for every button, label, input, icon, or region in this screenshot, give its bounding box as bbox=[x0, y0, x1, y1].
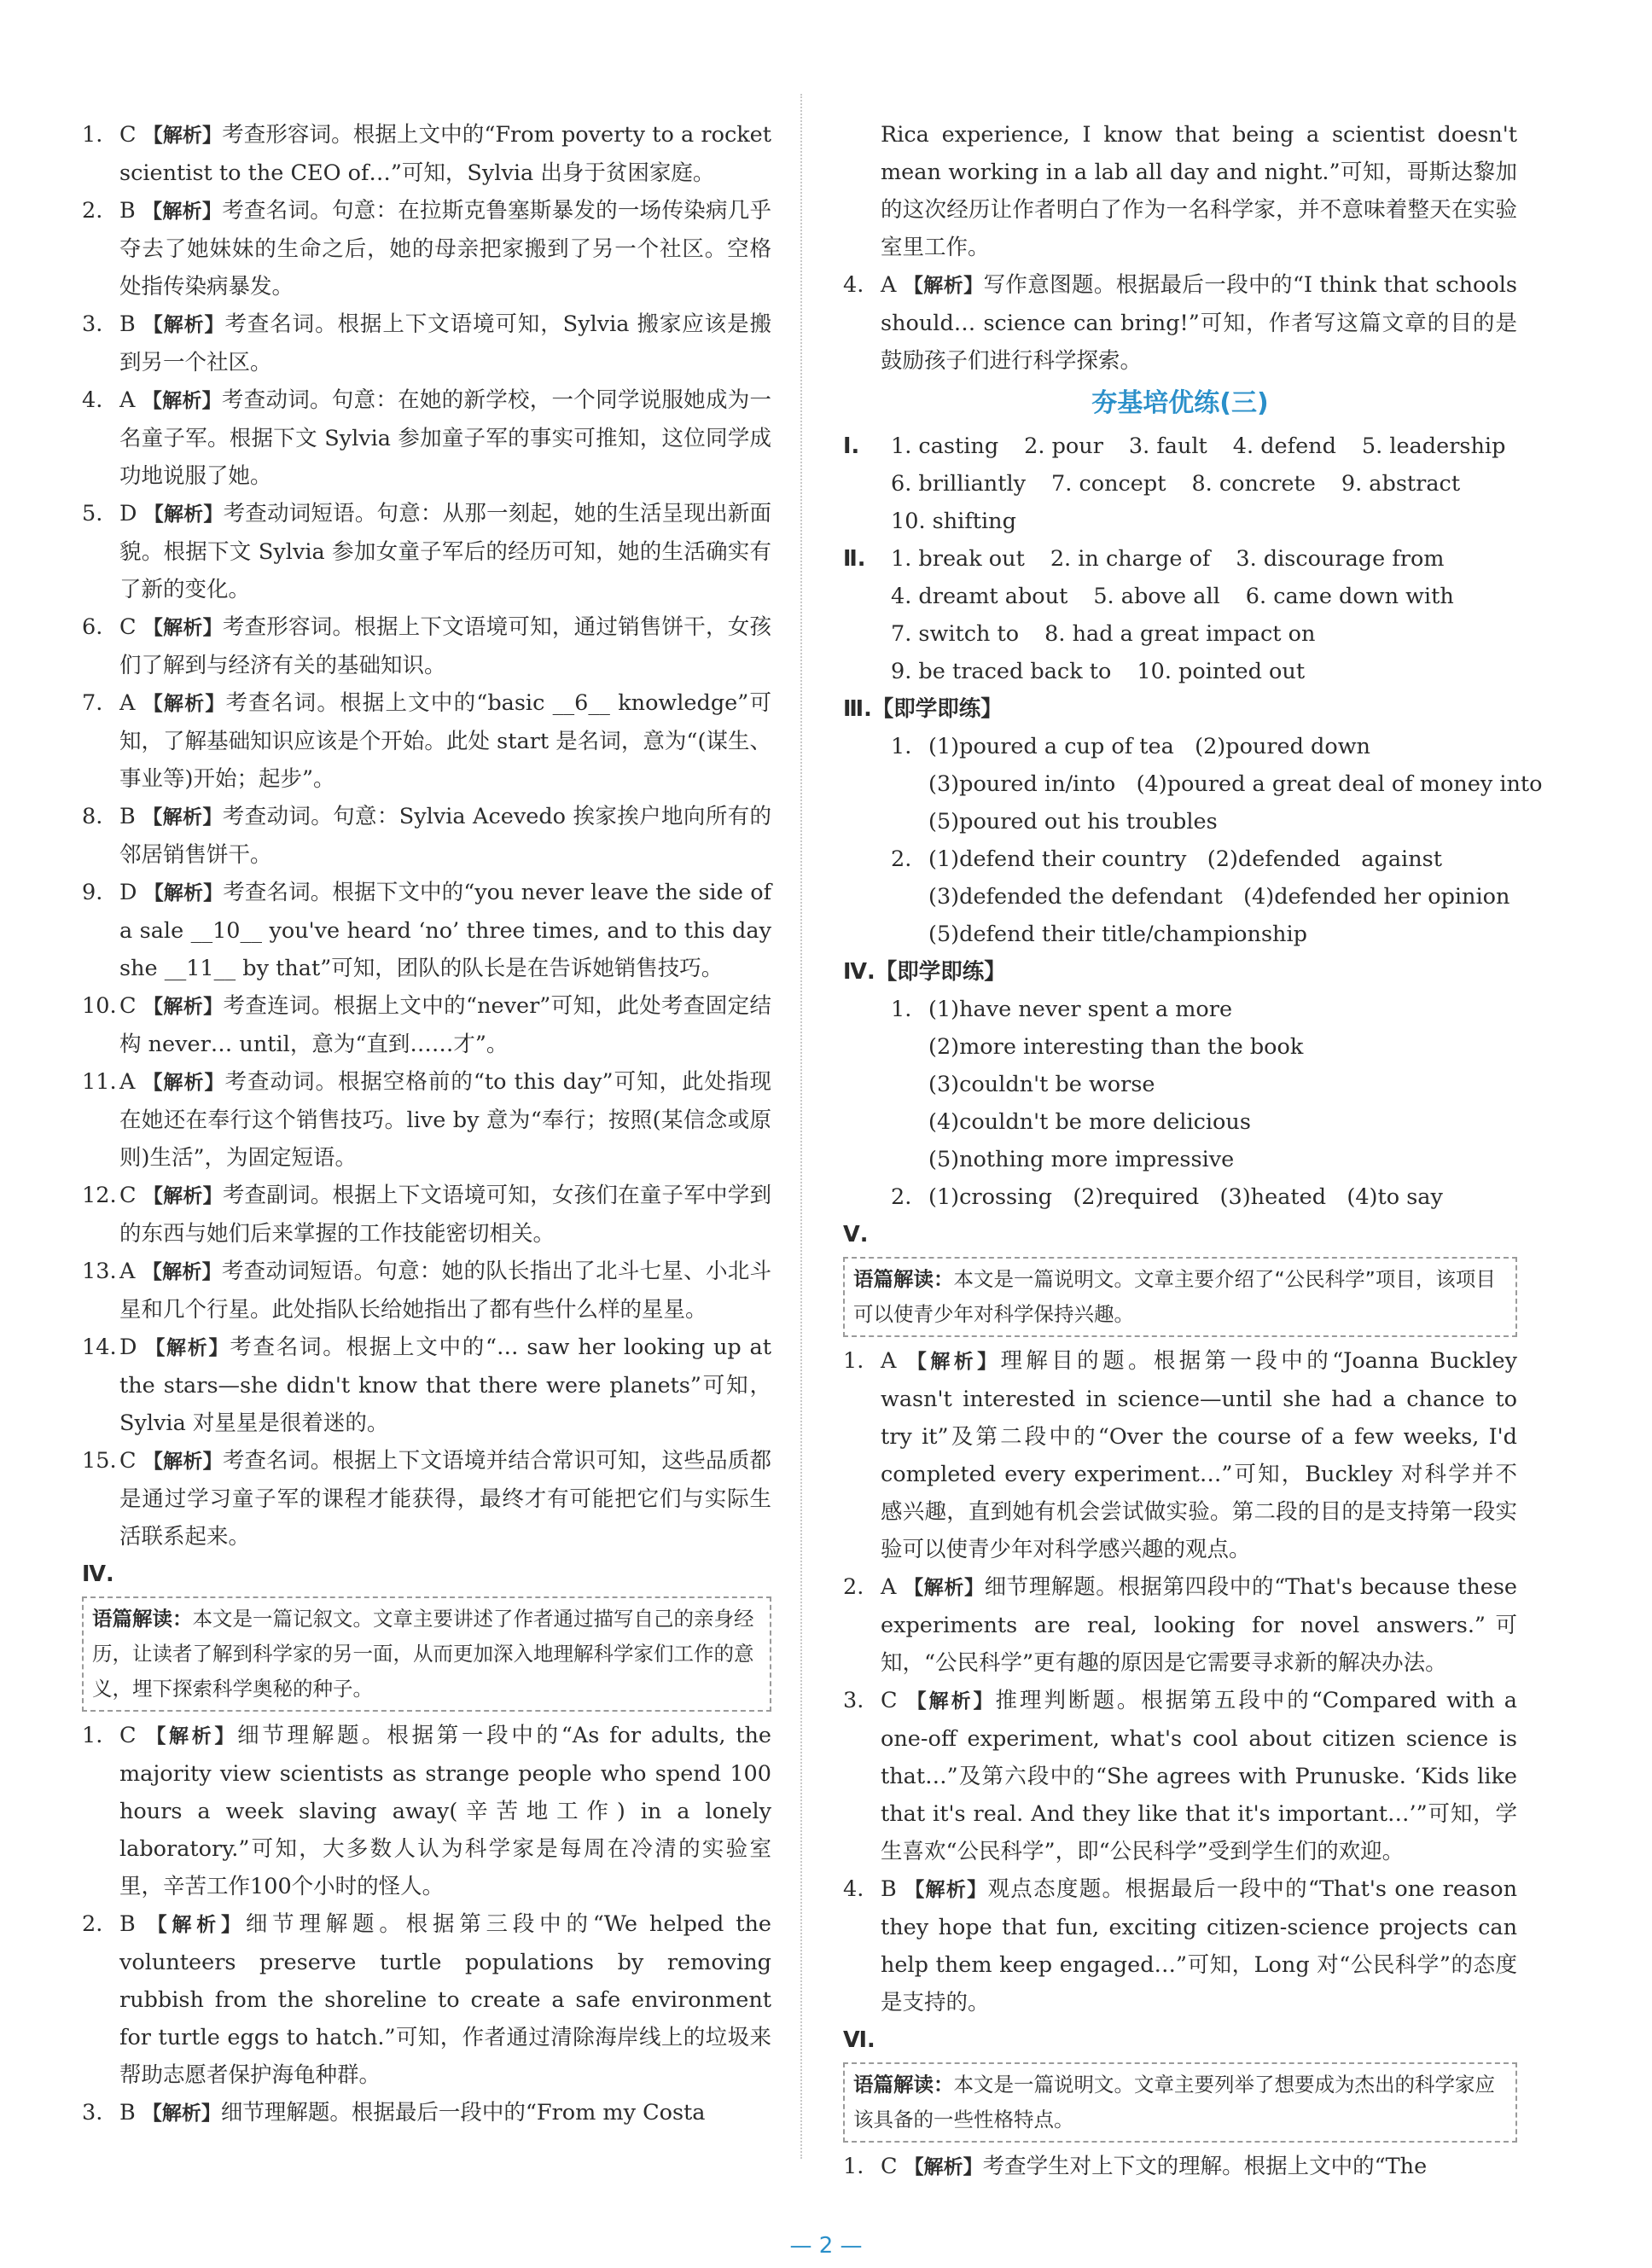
vocab-answer: 5. above all bbox=[1093, 584, 1220, 609]
vocab-answer: 10. shifting bbox=[891, 509, 1016, 534]
answer-letter: C bbox=[119, 993, 137, 1019]
item-number bbox=[82, 381, 118, 419]
question-number: 3. bbox=[82, 2100, 103, 2126]
practice-group bbox=[891, 728, 1543, 840]
question-number: 14. bbox=[82, 1335, 117, 1360]
answer-item bbox=[843, 1682, 1517, 1870]
answer-item bbox=[82, 381, 771, 495]
answer-letter: D bbox=[119, 501, 137, 526]
answer-row bbox=[891, 578, 1517, 615]
section-title: 夯基培优练(三) bbox=[1091, 388, 1269, 418]
answer-letter: D bbox=[119, 1335, 137, 1360]
analysis-label: 【解析】 bbox=[145, 1337, 230, 1359]
item-number bbox=[82, 684, 118, 722]
answer-item bbox=[82, 495, 771, 608]
item-number bbox=[82, 987, 118, 1025]
analysis-text: 细节理解题。根据第四段中的“That's because these experiments are real, looking for novel answers.”可知，“公民科学”更有趣的原因是它需要寻求新的解决办法。 bbox=[881, 1574, 1518, 1676]
answer-letter: D bbox=[119, 880, 137, 905]
analysis-label: 【解析】 bbox=[143, 617, 223, 639]
section-iv-heading: Ⅳ. bbox=[82, 1561, 114, 1587]
passage-summary-vi bbox=[843, 2062, 1517, 2143]
analysis-label: 【解析】 bbox=[905, 1879, 988, 1901]
answer-list-v bbox=[843, 1342, 1517, 2021]
question-number: 2. bbox=[82, 198, 103, 224]
question-number: 2. bbox=[843, 1574, 864, 1600]
question-number: 15. bbox=[82, 1448, 117, 1474]
answer-row bbox=[891, 465, 1517, 503]
question-number: 12. bbox=[82, 1183, 117, 1208]
vocab-answer: 4. dreamt about bbox=[891, 584, 1068, 609]
item-number bbox=[82, 192, 118, 230]
section-v-heading: Ⅴ. bbox=[843, 1222, 869, 1247]
answer-row bbox=[891, 427, 1517, 465]
answer-letter: A bbox=[881, 1348, 897, 1374]
item-number bbox=[82, 2094, 118, 2131]
answer-letter: C bbox=[119, 122, 137, 148]
analysis-text: 考查名词。根据上文中的“basic __6__ knowledge”可知，了解基础知识应该是个开始。此处 start 是名词，意为“(谋生、事业等)开始；起步”。 bbox=[119, 690, 771, 792]
answer-item bbox=[843, 1870, 1517, 2021]
analysis-text: 考查动词。句意：Sylvia Acevedo 挨家挨户地向所有的邻居销售饼干。 bbox=[119, 804, 772, 868]
analysis-label: 【解析】 bbox=[143, 996, 224, 1018]
analysis-label: 【解析】 bbox=[142, 2102, 221, 2125]
analysis-text: 细节理解题。根据第三段中的“We helped the volunteers preserve turtle populations by removing rubbish from the shoreline to create a safe environment for turtle eggs to hatch.”可知，作者通过清除海岸线上的垃圾来帮助志愿者保护海龟种群。 bbox=[119, 1911, 771, 2088]
answer-item bbox=[843, 1568, 1517, 1682]
answer-row bbox=[891, 540, 1517, 578]
vocab-answer: 1. break out bbox=[891, 546, 1025, 572]
section-i bbox=[843, 427, 1517, 540]
practice-line: (1)poured a cup of tea (2)poured down bbox=[928, 734, 1370, 759]
section-i-answers bbox=[891, 427, 1517, 540]
section-ii-answers bbox=[891, 540, 1517, 690]
analysis-label: 【解析】 bbox=[142, 390, 222, 412]
question-number: 3. bbox=[82, 311, 103, 337]
answer-list-iv bbox=[82, 1717, 771, 2132]
answer-item bbox=[843, 1342, 1517, 1568]
vocab-answer: 2. in charge of bbox=[1050, 546, 1211, 572]
item-number bbox=[82, 1717, 118, 1754]
answer-item bbox=[82, 1177, 771, 1253]
practice-line: (4)couldn't be more delicious bbox=[928, 1109, 1251, 1135]
summary-label: 语篇解读： bbox=[853, 2073, 954, 2096]
answer-letter: C bbox=[881, 2154, 898, 2179]
analysis-label: 【解析】 bbox=[904, 1577, 985, 1599]
passage-summary-v bbox=[843, 1257, 1517, 1337]
section-iv-practice-answers bbox=[843, 991, 1517, 1216]
answer-row bbox=[891, 503, 1517, 540]
analysis-text: 考查名词。根据上文中的“… saw her looking up at the stars—she didn't know that there were planets”可知，Sylvia 对星星是很着迷的。 bbox=[119, 1335, 772, 1436]
answer-letter: C bbox=[119, 1723, 137, 1748]
analysis-label: 【解析】 bbox=[143, 503, 224, 526]
answer-item bbox=[82, 874, 771, 987]
item-number bbox=[82, 1442, 118, 1480]
question-number: 1. bbox=[843, 2154, 864, 2179]
question-number: 10. bbox=[82, 993, 117, 1019]
item-number bbox=[82, 1253, 118, 1290]
vocab-answer: 5. leadership bbox=[1361, 433, 1506, 459]
analysis-text: 考查连词。根据上文中的“never”可知，此处考查固定结构 never… until，意为“直到……才”。 bbox=[119, 993, 772, 1057]
question-number: 4. bbox=[82, 387, 103, 413]
answer-item bbox=[843, 2148, 1517, 2186]
item-number bbox=[82, 1063, 118, 1101]
analysis-text: 理解目的题。根据第一段中的“Joanna Buckley wasn't interested in science—until she had a chance to try it”及第二段中的“Over the course of a few weeks, I'd completed every experiment…”可知，Buckley 对科学并不感兴趣，直到她有机会尝试做实验。第二段的目的是支持第一段实验可以使青少年对科学感兴趣的观点。 bbox=[881, 1348, 1517, 1562]
group-number: 2. bbox=[891, 846, 912, 872]
question-number: 4. bbox=[843, 1876, 864, 1902]
right-column bbox=[843, 116, 1543, 2186]
question-number: 7. bbox=[82, 690, 103, 716]
item-number bbox=[843, 1870, 879, 1908]
analysis-text: 考查名词。根据上下文语境并结合常识可知，这些品质都是通过学习童子军的课程才能获得，最终才有可能把它们与实际生活联系起来。 bbox=[119, 1448, 771, 1550]
vocab-answer: 3. fault bbox=[1128, 433, 1207, 459]
answer-item-iv-4 bbox=[843, 266, 1517, 380]
answer-letter: B bbox=[119, 311, 136, 337]
practice-group bbox=[891, 840, 1517, 953]
answer-item bbox=[843, 266, 1517, 380]
analysis-text: 考查动词。根据空格前的“to this day”可知，此处指现在她还在奉行这个销售技巧。live by 意为“奉行；按照(某信念或原则)生活”，为固定短语。 bbox=[119, 1069, 772, 1171]
vocab-answer: 9. be traced back to bbox=[891, 659, 1112, 684]
analysis-text: 考查动词短语。句意：从那一刻起，她的生活呈现出新面貌。根据下文 Sylvia 参加女童子军后的经历可知，她的生活确实有了新的变化。 bbox=[119, 501, 771, 602]
summary-text: 本文是一篇说明文。文章主要介绍了“公民科学”项目，该项目可以使青少年对科学保持兴趣。 bbox=[853, 1267, 1496, 1326]
answer-letter: C bbox=[119, 614, 137, 640]
analysis-label: 【解析】 bbox=[143, 693, 226, 715]
section-iv-practice-heading: Ⅳ.【即学即练】 bbox=[843, 959, 1006, 985]
summary-text: 本文是一篇说明文。文章主要列举了想要成为杰出的科学家应该具备的一些性格特点。 bbox=[853, 2073, 1495, 2131]
practice-line: (5)poured out his troubles bbox=[928, 809, 1218, 835]
answer-row bbox=[891, 615, 1517, 653]
vocab-answer: 2. pour bbox=[1024, 433, 1103, 459]
answer-letter: C bbox=[119, 1448, 137, 1474]
analysis-text: 考查名词。句意：在拉斯克鲁塞斯暴发的一场传染病几乎夺去了她妹妹的生命之后，她的母亲把家搬到了另一个社区。空格处指传染病暴发。 bbox=[119, 198, 771, 299]
answer-item bbox=[82, 1717, 771, 1905]
vocab-answer: 4. defend bbox=[1232, 433, 1336, 459]
analysis-label: 【解析】 bbox=[143, 201, 223, 223]
vocab-answer: 8. concrete bbox=[1191, 471, 1316, 497]
section-iii-heading: Ⅲ.【即学即练】 bbox=[843, 696, 1003, 722]
practice-line: (5)defend their title/championship bbox=[928, 922, 1307, 947]
vocab-answer: 9. abstract bbox=[1341, 471, 1461, 497]
analysis-text: 考查形容词。根据上下文语境可知，通过销售饼干，女孩们了解到与经济有关的基础知识。 bbox=[119, 614, 771, 678]
section-vi-heading: Ⅵ. bbox=[843, 2027, 875, 2053]
answer-item bbox=[82, 2094, 771, 2132]
summary-label: 语篇解读： bbox=[92, 1607, 193, 1631]
analysis-text: 考查名词。根据下文中的“you never leave the side of a sale __10__ you've heard ‘no’ three times, and to this day she __11__ by that”可知，团队的队长是在告诉她销售技巧。 bbox=[119, 880, 772, 981]
answer-item bbox=[82, 305, 771, 381]
group-number: 1. bbox=[891, 997, 912, 1022]
page-number: — 2 — bbox=[789, 2233, 863, 2259]
left-column bbox=[82, 116, 771, 2132]
analysis-text: 观点态度题。根据最后一段中的“That's one reason they hope that fun, exciting citizen-science projects can help them keep engaged…”可知，Long 对“公民科学”的态度是支持的。 bbox=[881, 1876, 1518, 2015]
practice-line: (1)defend their country (2)defended against bbox=[928, 846, 1442, 872]
question-number: 3. bbox=[843, 1688, 864, 1713]
passage-summary-iv bbox=[82, 1596, 771, 1712]
answer-letter: B bbox=[119, 804, 136, 829]
item-number bbox=[843, 2148, 879, 2185]
analysis-text: 推理判断题。根据第五段中的“Compared with a one-off experiment, what's cool about citizen science is that…”及第六段中的“She agrees with Prunuske. ‘Kids like that it's real. And they like that it's important…’”可知，学生喜欢“公民科学”，即“公民科学”受到学生们的欢迎。 bbox=[881, 1688, 1518, 1864]
analysis-text: 考查副词。根据上下文语境可知，女孩们在童子军中学到的东西与她们后来掌握的工作技能密切相关。 bbox=[119, 1183, 771, 1247]
practice-line: (1)have never spent a more bbox=[928, 997, 1233, 1022]
analysis-label: 【解析】 bbox=[143, 314, 225, 336]
question-number: 13. bbox=[82, 1259, 117, 1284]
question-number: 2. bbox=[82, 1911, 103, 1937]
section-i-heading: Ⅰ. bbox=[843, 433, 860, 459]
item-number bbox=[843, 266, 879, 304]
practice-line: (2)more interesting than the book bbox=[928, 1034, 1304, 1060]
analysis-label: 【解析】 bbox=[143, 125, 223, 147]
question-number: 8. bbox=[82, 804, 103, 829]
answer-item bbox=[82, 116, 771, 192]
answer-item bbox=[82, 1063, 771, 1177]
column-divider bbox=[800, 94, 802, 2159]
vocab-answer: 7. concept bbox=[1051, 471, 1166, 497]
summary-label: 语篇解读： bbox=[853, 1267, 954, 1291]
answer-letter: A bbox=[119, 690, 136, 716]
analysis-label: 【解析】 bbox=[904, 2156, 983, 2178]
analysis-text: 细节理解题。根据最后一段中的“From my Costa bbox=[220, 2100, 706, 2126]
answer-item bbox=[82, 798, 771, 874]
analysis-text: 写作意图题。根据最后一段中的“I think that schools should… science can bring!”可知，作者写这篇文章的目的是鼓励孩子们进行科学探索。 bbox=[881, 272, 1517, 374]
question-number: 11. bbox=[82, 1069, 117, 1095]
vocab-answer: 10. pointed out bbox=[1137, 659, 1306, 684]
practice-group bbox=[891, 1178, 1517, 1216]
practice-line: (1)crossing (2)required (3)heated (4)to say bbox=[928, 1184, 1443, 1210]
practice-line: (3)couldn't be worse bbox=[928, 1072, 1155, 1097]
question-number: 9. bbox=[82, 880, 103, 905]
answer-item bbox=[82, 608, 771, 684]
item-number bbox=[82, 608, 118, 646]
item-number bbox=[82, 1329, 118, 1366]
answer-letter: B bbox=[119, 2100, 136, 2126]
item-number bbox=[82, 1177, 118, 1214]
answer-item bbox=[82, 192, 771, 305]
answer-item bbox=[82, 1442, 771, 1556]
answer-item bbox=[82, 987, 771, 1063]
answer-letter: B bbox=[119, 198, 136, 224]
vocab-answer: 6. brilliantly bbox=[891, 471, 1027, 497]
analysis-label: 【解析】 bbox=[906, 1351, 1001, 1373]
answer-item bbox=[82, 1905, 771, 2094]
question-number: 6. bbox=[82, 614, 103, 640]
answer-letter: A bbox=[881, 272, 897, 298]
answer-letter: A bbox=[881, 1574, 897, 1600]
answer-letter: A bbox=[119, 387, 136, 413]
vocab-answer: 8. had a great impact on bbox=[1044, 621, 1316, 647]
vocab-answer: 7. switch to bbox=[891, 621, 1020, 647]
analysis-text: 考查名词。根据上下文语境可知，Sylvia 搬家应该是搬到另一个社区。 bbox=[119, 311, 772, 375]
item-number bbox=[82, 874, 118, 911]
analysis-label: 【解析】 bbox=[903, 275, 984, 297]
analysis-label: 【解析】 bbox=[143, 1451, 223, 1473]
section-iii-answers bbox=[843, 728, 1543, 953]
practice-line: (5)nothing more impressive bbox=[928, 1147, 1235, 1172]
answer-item bbox=[82, 684, 771, 798]
item-number bbox=[82, 305, 118, 343]
analysis-label: 【解析】 bbox=[143, 882, 224, 904]
answer-item-vi-1 bbox=[843, 2148, 1517, 2186]
practice-line: (3)defended the defendant (4)defended her opinion bbox=[928, 884, 1510, 910]
analysis-label: 【解析】 bbox=[143, 1072, 225, 1094]
item-number bbox=[82, 495, 118, 532]
vocab-answer: 6. came down with bbox=[1245, 584, 1454, 609]
question-number: 1. bbox=[82, 1723, 103, 1748]
answer-row bbox=[891, 653, 1517, 690]
analysis-text: 考查动词。句意：在她的新学校，一个同学说服她成为一名童子军。根据下文 Sylvia 参加童子军的事实可推知，这位同学成功地说服了她。 bbox=[119, 387, 772, 489]
item-number bbox=[843, 1568, 879, 1606]
answer-list-part3 bbox=[82, 116, 771, 1556]
analysis-label: 【解析】 bbox=[143, 1185, 223, 1207]
analysis-text: 细节理解题。根据第一段中的“As for adults, the majority view scientists as strange people who spend 100 hours a week slaving away(辛苦地工作) in a lonely laboratory.”可知，大多数人认为科学家是每周在冷清的实验室里，辛苦工作100个小时的怪人。 bbox=[119, 1723, 771, 1899]
item-number bbox=[843, 1682, 879, 1719]
continued-text: Rica experience, I know that being a scientist doesn't mean working in a lab all day and night.”可知，哥斯达黎加的这次经历让作者明白了作为一名科学家，并不意味着整天在实验室里工作。 bbox=[881, 122, 1517, 260]
analysis-text: 考查形容词。根据上文中的“From poverty to a rocket scientist to the CEO of…”可知，Sylvia 出身于贫困家庭。 bbox=[119, 122, 772, 186]
practice-group bbox=[891, 991, 1517, 1178]
practice-line: (3)poured in/into (4)poured a great deal of money into bbox=[928, 771, 1543, 797]
question-number: 5. bbox=[82, 501, 103, 526]
analysis-label: 【解析】 bbox=[143, 806, 223, 829]
answer-letter: B bbox=[881, 1876, 897, 1902]
answer-letter: B bbox=[119, 1911, 136, 1937]
question-number: 4. bbox=[843, 272, 864, 298]
question-number: 1. bbox=[843, 1348, 864, 1374]
analysis-label: 【解析】 bbox=[146, 1725, 238, 1748]
analysis-label: 【解析】 bbox=[906, 1690, 996, 1713]
item-number bbox=[82, 1905, 118, 1943]
item-number bbox=[843, 1342, 879, 1380]
item-number bbox=[82, 116, 118, 154]
section-ii-heading: Ⅱ. bbox=[843, 546, 866, 572]
answer-item bbox=[82, 1253, 771, 1329]
answer-letter: A bbox=[119, 1069, 136, 1095]
answer-letter: C bbox=[119, 1183, 137, 1208]
summary-text: 本文是一篇记叙文。文章主要讲述了作者通过描写自己的亲身经历，让读者了解到科学家的另一面，从而更加深入地理解科学家们工作的意义，埋下探索科学奥秘的种子。 bbox=[92, 1607, 754, 1701]
vocab-answer: 3. discourage from bbox=[1236, 546, 1445, 572]
vocab-answer: 1. casting bbox=[891, 433, 999, 459]
group-number: 2. bbox=[891, 1184, 912, 1210]
analysis-label: 【解析】 bbox=[142, 1261, 222, 1283]
analysis-label: 【解析】 bbox=[147, 1914, 246, 1936]
question-number: 1. bbox=[82, 122, 103, 148]
answer-letter: A bbox=[119, 1259, 136, 1284]
analysis-text: 考查动词短语。句意：她的队长指出了北斗七星、小北斗星和几个行星。此处指队长给她指出了都有些什么样的星星。 bbox=[119, 1259, 772, 1323]
answer-letter: C bbox=[881, 1688, 898, 1713]
item-number bbox=[82, 798, 118, 835]
group-number: 1. bbox=[891, 734, 912, 759]
answer-item bbox=[82, 1329, 771, 1442]
section-ii bbox=[843, 540, 1517, 690]
analysis-text: 考查学生对上下文的理解。根据上文中的“The bbox=[982, 2154, 1428, 2179]
